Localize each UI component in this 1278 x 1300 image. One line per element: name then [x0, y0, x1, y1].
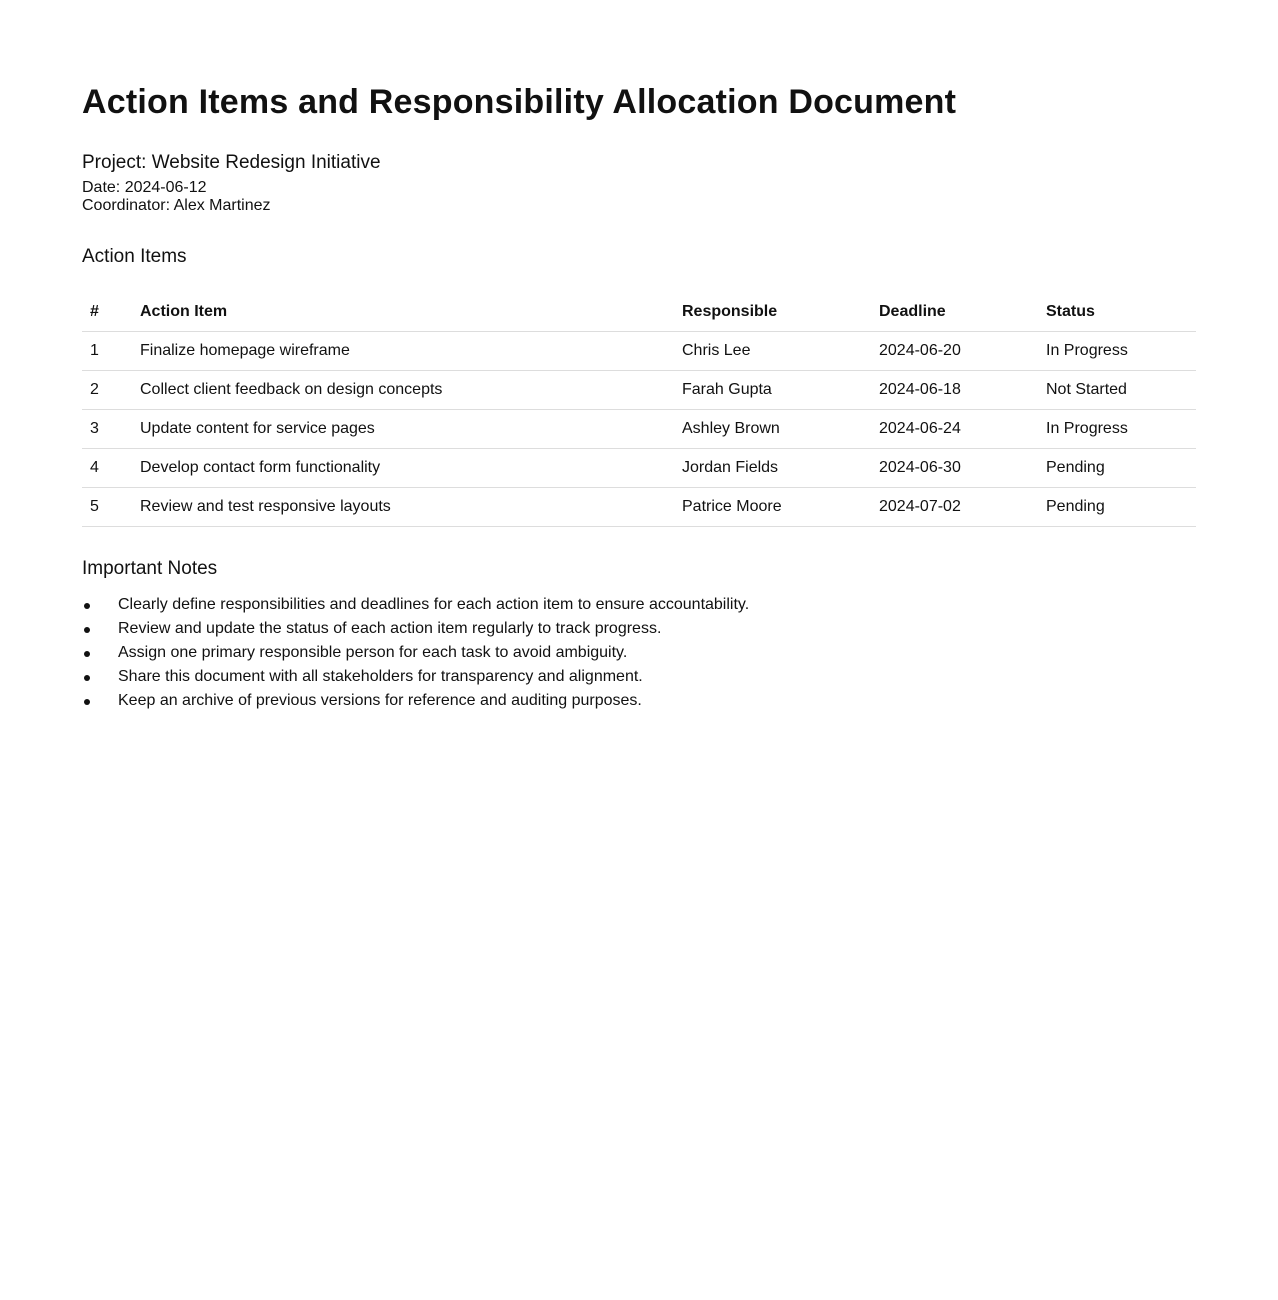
- document-date: Date: 2024-06-12: [82, 179, 207, 196]
- bullet-icon: [84, 627, 90, 633]
- row-status: In Progress: [1038, 332, 1196, 371]
- table-row: [82, 371, 1196, 410]
- row-responsible: Patrice Moore: [674, 488, 871, 527]
- important-notes-heading: Important Notes: [82, 558, 218, 579]
- list-item: [82, 641, 749, 665]
- action-items-table: [82, 292, 1196, 527]
- table-row: [82, 410, 1196, 449]
- column-header-number: #: [82, 292, 132, 332]
- project-name: Project: Website Redesign Initiative: [82, 152, 381, 173]
- bullet-icon: [84, 699, 90, 705]
- column-header-status: Status: [1038, 292, 1196, 332]
- important-notes-list: [82, 593, 749, 713]
- row-deadline: 2024-06-20: [871, 332, 1038, 371]
- row-action-item: Develop contact form functionality: [132, 449, 674, 488]
- table-row: [82, 449, 1196, 488]
- row-responsible: Ashley Brown: [674, 410, 871, 449]
- row-number: 2: [82, 371, 132, 410]
- row-action-item: Collect client feedback on design concepts: [132, 371, 674, 410]
- note-text: Share this document with all stakeholders for transparency and alignment.: [118, 668, 643, 685]
- table-header-row: [82, 292, 1196, 332]
- row-responsible: Farah Gupta: [674, 371, 871, 410]
- list-item: [82, 665, 749, 689]
- note-text: Clearly define responsibilities and deadlines for each action item to ensure accountability.: [118, 596, 750, 613]
- row-status: In Progress: [1038, 410, 1196, 449]
- document-title: Action Items and Responsibility Allocation Document: [82, 83, 957, 121]
- action-items-heading: Action Items: [82, 246, 187, 267]
- row-number: 5: [82, 488, 132, 527]
- row-action-item: Finalize homepage wireframe: [132, 332, 674, 371]
- row-deadline: 2024-06-30: [871, 449, 1038, 488]
- document-meta: [82, 179, 271, 215]
- bullet-icon: [84, 675, 90, 681]
- row-action-item: Review and test responsive layouts: [132, 488, 674, 527]
- table-row: [82, 332, 1196, 371]
- row-number: 3: [82, 410, 132, 449]
- row-status: Not Started: [1038, 371, 1196, 410]
- row-deadline: 2024-06-24: [871, 410, 1038, 449]
- row-status: Pending: [1038, 449, 1196, 488]
- list-item: [82, 689, 749, 713]
- row-number: 1: [82, 332, 132, 371]
- row-number: 4: [82, 449, 132, 488]
- row-status: Pending: [1038, 488, 1196, 527]
- note-text: Assign one primary responsible person for each task to avoid ambiguity.: [118, 644, 628, 661]
- list-item: [82, 593, 749, 617]
- bullet-icon: [84, 603, 90, 609]
- row-responsible: Chris Lee: [674, 332, 871, 371]
- table-row: [82, 488, 1196, 527]
- row-action-item: Update content for service pages: [132, 410, 674, 449]
- list-item: [82, 617, 749, 641]
- note-text: Keep an archive of previous versions for reference and auditing purposes.: [118, 692, 642, 709]
- document-coordinator: Coordinator: Alex Martinez: [82, 197, 271, 214]
- column-header-action-item: Action Item: [132, 292, 674, 332]
- row-responsible: Jordan Fields: [674, 449, 871, 488]
- column-header-deadline: Deadline: [871, 292, 1038, 332]
- row-deadline: 2024-06-18: [871, 371, 1038, 410]
- note-text: Review and update the status of each action item regularly to track progress.: [118, 620, 662, 637]
- bullet-icon: [84, 651, 90, 657]
- column-header-responsible: Responsible: [674, 292, 871, 332]
- row-deadline: 2024-07-02: [871, 488, 1038, 527]
